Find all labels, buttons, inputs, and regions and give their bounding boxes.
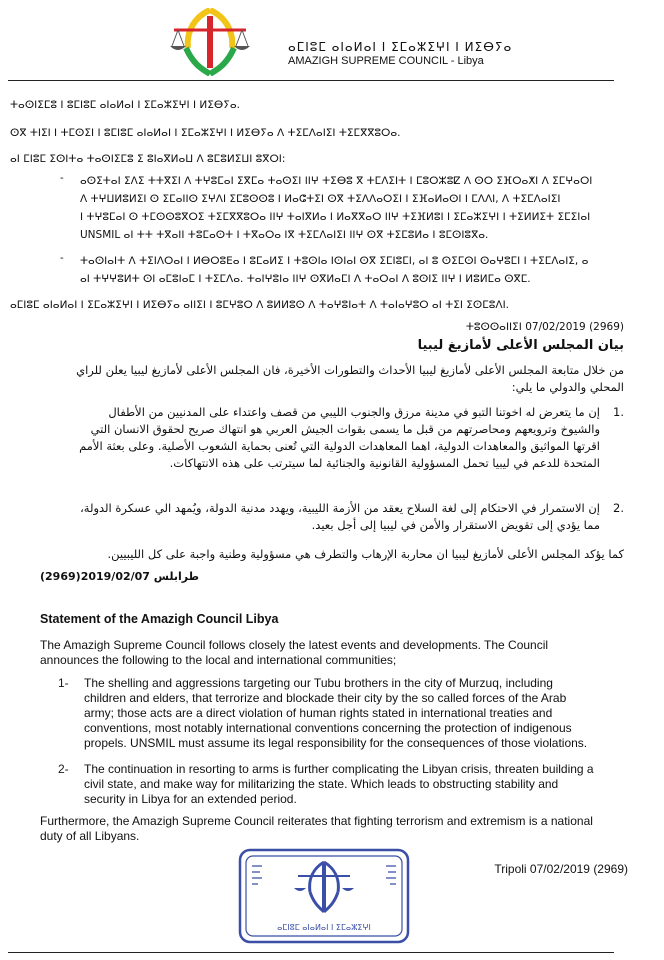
english-item2-line: The continuation in resorting to arms is further complicating the Libyan crisis, threaten building a <box>84 762 594 776</box>
english-closing-line: Furthermore, the Amazigh Supreme Council reiterates that fighting terrorism and extremism is a national <box>40 814 593 828</box>
english-item1-line: conventions, most notably international conventions concerning the protection of indigenous <box>84 721 572 735</box>
english-date: Tripoli 07/02/2019 (2969) <box>494 862 628 876</box>
arabic-closing: كما يؤكد المجلس الأعلى لأمازيغ ليبيا ان محاربة الإرهاب والتطرف هي مسؤولية وطنية واجبة على كل الليبيين. <box>107 547 624 561</box>
arabic-item1-line: المتحدة للدعم في ليبيا تحمل المسؤولية القانونية والجنائية لما سيترتب على هذه الانتهاكات. <box>169 456 600 470</box>
english-intro <box>40 638 630 668</box>
arabic-item1-number: .1 <box>613 405 624 419</box>
arabic-intro-line: من خلال متابعة المجلس الأعلى لأمازيغ ليبيا الأحداث والتطورات الأخيرة، فان المجلس الأعلى لأمازيغ ليبيا يعلن للراي <box>76 363 624 377</box>
council-stamp-seal-icon <box>236 846 412 946</box>
tifinagh-intro: ⵙⴳ ⵜⵏⵉⵏ ⵏ ⵜⵎⵙⵉⵏ ⵏ ⵓⵎⵏⵓⵎ ⴰⵏⴰⵍⴰⵏ ⵏ ⵉⵎⴰⵣⵉⵖⵏ ⵏ ⵍⵉⴱⵢⴰ ⴷ ⵜⵉⵎⴷⴰⵏⵉⵏ ⵜⵉⵎⴳⴳⵓⵔⴰ. <box>10 127 401 139</box>
arabic-item1 <box>14 404 600 472</box>
org-name-english: AMAZIGH SUPREME COUNCIL - Libya <box>288 55 484 67</box>
english-item1-line: The shelling and aggressions targeting our Tubu brothers in the city of Murzuq, including <box>84 676 553 690</box>
tifinagh-item2-line: ⵜⴰⵙⵏⴰⵏⵜ ⴷ ⵜⵉⵏⴷⵔⴰⵏ ⵏ ⵍⴱⵔⵓⴹⴰ ⵏ ⵓⵎⴰⵍⵉ ⵏ ⵜⵓⵙⵏⴰ ⵏⵙⵏⴰⵏ ⵙⴳ ⵉⵎⵏⵓⵎⵏ, ⴰⵏ ⵓ ⵙⵉⵎⵙⵏ ⵙⴰⵖⵓⵎⵏ ⵏ ⵜⵉⵎⴷⴰⵏⵉ, ⴰ <box>80 255 589 267</box>
tifinagh-intro-2: ⴰⵏ ⵎⵏⵓⵎ ⵉⵙⵏⵜⴰ ⵜⴰⵙⵏⵉⵎⵓ ⵉ ⵓⵏⴰⴳⵍⴰⵡ ⴷ ⵓⵎⵓⵍⵉⵡⵏ ⵓⴳⵔⵏ: <box>10 153 286 165</box>
tifinagh-item2-line: ⴰⵏ ⵜⵖⵖⵓⵍⵜ ⵙⵏ ⴰⵎⵓⵏⴰⵎ ⵏ ⵜⵉⵎⴷⴰ. ⵜⴰⵏⵖⵓⵏⴰ ⵏⵏⵖ ⵙⴳⵍⴰⵎⵏ ⴷ ⵜⴰⵔⴰⵏ ⴷ ⵓⵙⵏⵉ ⵏⵏⵖ ⵏ ⵍⵓⵍⵎⴰ ⵙⴳⵎ. <box>80 273 531 285</box>
arabic-item2-number: .2 <box>613 501 624 515</box>
footer-divider <box>8 952 614 953</box>
english-item2-number: 2- <box>58 762 69 776</box>
tifinagh-item1-line: UNSMIL ⴰⵏ ⵜⵜ ⵜⴳⴰⵏⵏ ⵜⵓⵎⴰⵙⵜ ⵏ ⵜⴳⴰⵔⴰ ⵏⴳ ⵜⵉⵎⴷⴰⵏⵉⵏ ⵏⵏⵖ ⵙⴳ ⵜⵉⵎⵓⵍⴰ ⵏ ⵓⵎⵙⵏⵓⴳⴰ. <box>80 229 489 241</box>
tifinagh-bullet-2: - <box>60 252 64 264</box>
arabic-intro <box>14 362 624 396</box>
arabic-item2-line: إن الاستمرار في الاحتكام إلى لغة السلاح يعقد من الأزمة الليبية، ويهدد مدنية الدولة، ويُمهد الي عسكرة الدولة، <box>80 501 600 515</box>
english-item1-line: army; those acts are a direct violation of human rights stated in international treaties and <box>84 706 553 720</box>
english-item1-line: children and elders, that terrorize and blockade their city by the so called forces of the Arab <box>84 691 567 705</box>
arabic-item2 <box>14 500 600 534</box>
tifinagh-item1-line: ⴷ ⵜⵖⵡⵍⵓⵍⵉⵏ ⵙ ⵉⵎⴰⵏⵏⵙ ⵉⵖⴷⵏ ⵉⵎⵓⵙⵙⵓ ⵏ ⵍⴰⵛⵜⵉⵏ ⵙⴳ ⵜⵉⴷⴷⴰⵔⵉⵏ ⵏ ⵉⴼⴰⵍⴰⵙⵏ ⵏ ⵎⴷⴷⵏ, ⴷ ⵜⵉⵎⴷⴰⵏⵉⵏ <box>80 193 561 205</box>
arabic-date: طرابلس 2019/02/07(2969) <box>40 570 199 583</box>
english-closing <box>40 814 640 844</box>
tifinagh-title: ⵜⴰⵙⵏⵉⵎⵓ ⵏ ⵓⵎⵏⵓⵎ ⴰⵏⴰⵍⴰⵏ ⵏ ⵉⵎⴰⵣⵉⵖⵏ ⵏ ⵍⵉⴱⵢⴰ. <box>10 99 240 111</box>
arabic-intro-line: المحلي والدولي ما يلي: <box>511 380 624 394</box>
amazigh-scales-logo-icon <box>166 8 254 76</box>
english-item2-line: civil state, and make way for militarizing the state. Which leads to obstructing stability and <box>84 777 559 791</box>
tifinagh-date: ⵜⵓⵙⵙⴰⵏⵏⵉⵏ 07/02/2019 (2969) <box>465 321 624 333</box>
org-name-tifinagh: ⴰⵎⵏⵓⵎ ⴰⵏⴰⵍⴰⵏ ⵏ ⵉⵎⴰⵣⵉⵖⵏ ⵏ ⵍⵉⴱⵢⴰ <box>288 40 513 54</box>
stamp-inner-text: ⴰⵎⵏⵓⵎ ⴰⵏⴰⵍⴰⵏ ⵏ ⵉⵎⴰⵣⵉⵖⵏ <box>277 923 371 932</box>
arabic-item2-line: مما يؤدي إلى تقويض الاستقرار والأمن في ليبيا إلى أجل بعيد. <box>311 518 600 532</box>
tifinagh-closing: ⴰⵎⵏⵓⵎ ⴰⵏⴰⵍⴰⵏ ⵏ ⵉⵎⴰⵣⵉⵖⵏ ⵏ ⵍⵉⴱⵢⴰ ⴰⵏⵏⵉⵏ ⵏ ⵓⵎⵖⵓⵔ ⴷ ⵓⵍⵍⵓⵙ ⴷ ⵜⴰⵖⵓⵏⴰⵜ ⴷ ⵜⴰⵏⴰⵖⵓⵔ ⴰⵏ ⵜⵉⵏ ⵉⵙⵎⵓⴷⵏ. <box>10 299 510 311</box>
arabic-item1-line: والشيوخ وترويعهم ومحاصرتهم من قبل ما يسمى بقوات الجيش العربي هو انتهاك صريح لحقوق الانسان التي <box>90 422 600 436</box>
english-item1-line: propels. UNSMIL must assume its legal responsibility for the consequences of those violations. <box>84 736 588 750</box>
english-closing-line: duty of all Libyans. <box>40 829 140 843</box>
english-item2 <box>84 762 630 807</box>
arabic-title: بيان المجلس الأعلى لأمازيغ ليبيا <box>417 338 624 353</box>
tifinagh-bullet-1: - <box>60 172 64 184</box>
english-item2-line: security in Libya for an extended period. <box>84 792 297 806</box>
header-divider <box>8 80 614 81</box>
tifinagh-item1-line: ⴰⵙⵉⵜⴰⵏ ⵉⴷⵉ ⵜⵜⴳⵉⵏ ⴷ ⵜⵖⵓⵎⴰⵏ ⵉⴳⵎⴰ ⵜⴰⵙⵉⵏ ⵏⵏⵖ ⵜⵉⴱⵓ ⴳ ⵜⵎⴷⵉⵏⵜ ⵏ ⵎⵓⵔⵣⵓⵇ ⴷ ⵙⵔ ⵉⴼⵔⴰⵅⵏ ⴷ ⵉⵎⵖⴰⵔⵏ <box>80 175 593 187</box>
english-intro-line: announces the following to the local and international communities; <box>40 653 397 667</box>
english-item1 <box>84 676 630 751</box>
tifinagh-item1-line: ⵏ ⵜⵖⵓⵎⴰⵏ ⵙ ⵜⵎⵙⵙⵓⴳⵔⵉ ⵜⵉⵎⴳⴳⵓⵔⴰ ⵏⵏⵖ ⵜⴰⵏⴳⵍⴰ ⵏ ⵍⴰⴳⴳⴰⵔ ⵏⵏⵖ ⵜⵉⴼⵍⵓⵏ ⵏ ⵉⵎⴰⵣⵉⵖⵏ ⵏ ⵜⵉⵍⵍⵉⵜ ⵉⵎⵉⵏⴰⵏ <box>80 211 591 223</box>
english-title: Statement of the Amazigh Council Libya <box>40 612 279 626</box>
arabic-item1-line: إن ما يتعرض له اخوتنا التبو في مدينة مرزق والجنوب الليبي من قصف واعتداء على المدنيين من الأطفال <box>108 405 600 419</box>
english-item1-number: 1- <box>58 676 69 690</box>
arabic-item1-line: اقرتها المواثيق والمعاهدات الدولية، اهما المعاهدات الدولية التي تُعنى بحماية الشعوب الأصلية. وعلى بعثة الأمم <box>79 439 600 453</box>
english-intro-line: The Amazigh Supreme Council follows closely the latest events and developments. The Council <box>40 638 549 652</box>
